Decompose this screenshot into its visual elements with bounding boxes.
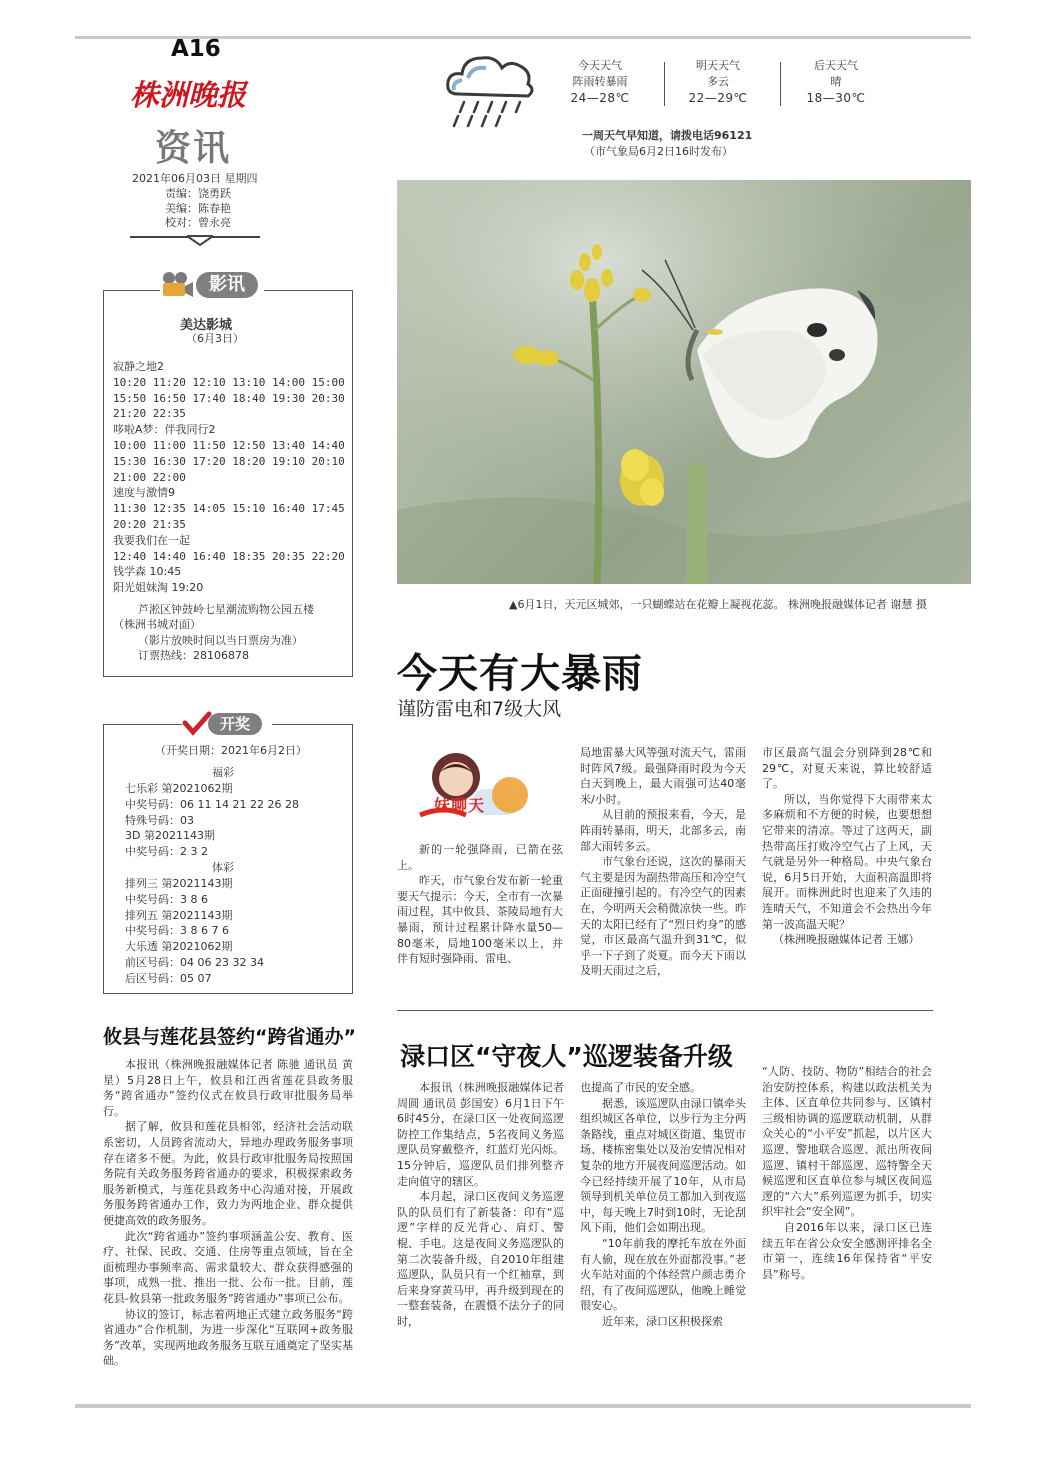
lukou-c2-p4: 近年来，渌口区积极探索	[602, 1314, 723, 1328]
lukou-c1-p2: 本月起，渌口区夜间义务巡逻队的队员们有了新装备：印有“巡逻”字样的反光背心、肩灯、警棍、手电。这是夜间义务巡逻队的第二次装备升级，自2010年组建巡逻队，队员只有一个红袖章，到后来身穿黄马甲，再升级到现在的一整套装备，在震慑不法分子的同时，	[397, 1190, 564, 1328]
weather-today-label: 今天天气	[578, 59, 622, 72]
design-credit: 美编：陈春艳	[165, 202, 231, 215]
main-col3-byline: （株洲晚报融媒体记者 王娜）	[773, 933, 920, 947]
lukou-c2-p3: “10年前我的摩托车放在外面有人偷，现在放在外面都没事。”老火车站对面的个体经营户颜志勇介绍，有了夜间巡逻队，他晚上睡觉很安心。	[580, 1236, 746, 1313]
weather-day-after-label: 后天天气	[814, 59, 858, 72]
schedule-line: 10:20 11:20 12:10 13:10 14:00 15:00	[113, 375, 345, 389]
main-col3-p2: 所以，当你觉得下大雨带来太多麻烦和不方便的时候，也要想想它带来的清凉。等过了这两天，副热带高压打败冷空气占了上风，天气就是另外一种格局。中央气象台说，6月5日开始，大面积高温即将展开。而株洲此时也迎来了久违的连晴天气，不知道会不会热出今年第一波高温天呢？	[762, 792, 932, 931]
schedule-line: 12:40 14:40 16:40 18:35 20:35 22:20	[113, 549, 345, 563]
main-col3-p1: 市区最高气温会分别降到28℃和29℃，对夏天来说，算比较舒适了。	[762, 746, 932, 791]
cinema-date: （6月3日）	[186, 332, 244, 345]
story-divider	[397, 1010, 933, 1011]
weather-sep-2	[780, 62, 781, 106]
youxian-p4: 协议的签订，标志着两地正式建立政务服务“跨省通办”合作机制，为进一步深化“互联网+政务服务”改革，实现两地政务服务互联互通奠定了坚实基础。	[103, 1307, 353, 1368]
main-col2-p1: 局地雷暴大风等强对流天气，雷雨时阵风7级。最强降雨时段为今天白天到晚上，最大雨强可达40毫米/小时。	[580, 746, 746, 806]
header-divider-notch	[187, 234, 213, 246]
section-title: 资讯	[155, 127, 232, 169]
lottery-group-welfare: 福彩	[212, 766, 234, 779]
lottery-line: 中奖号码：2 3 2	[125, 845, 208, 859]
lottery-line: 中奖号码：06 11 14 21 22 26 28	[125, 797, 299, 811]
columnist-avatar	[414, 745, 544, 831]
lottery-line: 特殊号码：03	[125, 813, 194, 827]
weather-today-range: 24—28℃	[570, 91, 630, 105]
lottery-line: 前区号码：04 06 23 32 34	[125, 955, 264, 969]
weather-hotline: 一周天气早知道，请拨电话96121	[582, 129, 753, 142]
svg-text:株洲晚报: 株洲晚报	[130, 78, 247, 112]
date-line: 2021年06月03日 星期四	[132, 172, 258, 185]
lottery-line: 3D 第2021143期	[125, 829, 215, 843]
lottery-line: 大乐透 第2021062期	[125, 940, 233, 954]
lukou-headline: 渌口区“守夜人”巡逻装备升级	[400, 1042, 733, 1071]
weather-source: （市气象局6月2日16时发布）	[584, 145, 733, 158]
schedule-line: 21:00 22:00	[113, 470, 186, 484]
schedule-line: 15:50 16:50 17:40 18:40 19:30 20:30	[113, 391, 345, 405]
cinema-hotline: 订票热线：28106878	[138, 649, 249, 662]
cinema-badge-label: 影讯	[196, 272, 258, 298]
weather-tomorrow-desc: 多云	[707, 75, 729, 88]
schedule-line: 10:00 11:00 11:50 12:50 13:40 14:40	[113, 438, 345, 452]
butterfly-photo	[397, 180, 971, 584]
schedule-line: 钱学森 10:45	[113, 565, 182, 579]
lottery-line: 排列三 第2021143期	[125, 877, 233, 890]
main-col2-p3: 市气象台还说，这次的暴雨天气主要是因为副热带高压和冷空气正面碰撞引起的。有冷空气的因素在，今明两天会稍微凉快一些。昨天的太阳已经有了“烈日灼身”的感觉，市区最高气温升到31℃，似乎一下子到了炎夏。而今天下雨以及明天雨过之后，	[580, 855, 746, 978]
main-col2-p2: 从目前的预报来看，今天，是阵雨转暴雨，明天，北部多云，南部大雨转多云。	[580, 808, 746, 853]
main-col-3	[762, 745, 932, 948]
schedule-line: 阳光姐妹淘 19:20	[113, 581, 204, 595]
column-logo-label: 妹聊天	[434, 796, 486, 815]
main-col-1	[397, 842, 563, 967]
schedule-line: 15:30 16:30 17:20 18:20 19:10 20:10	[113, 454, 345, 468]
lottery-badge	[182, 710, 272, 738]
main-subhead: 谨防雷电和7级大风	[397, 698, 562, 720]
lottery-badge-label: 开奖	[208, 713, 262, 735]
main-col-2	[580, 745, 746, 979]
proofread-credit: 校对：曾永亮	[165, 216, 231, 229]
weather-day-after	[796, 58, 876, 106]
schedule-line: 速度与激情9	[113, 486, 175, 500]
photo-caption: ▲6月1日，天元区城郊，一只蝴蝶站在花瓣上凝视花蕊。 株洲晚报融媒体记者 谢慧 摄	[509, 598, 927, 611]
schedule-line: 哆啦A梦：伴我同行2	[113, 423, 216, 437]
lottery-group-sports: 体彩	[212, 861, 234, 874]
main-col1-intro: 新的一轮强降雨，已箭在弦上。	[397, 843, 563, 872]
schedule-line: 寂静之地2	[113, 360, 164, 373]
weather-tomorrow	[678, 58, 758, 106]
lottery-sports-list	[125, 876, 264, 987]
weather-day-after-desc: 晴	[830, 75, 842, 88]
schedule-line: 20:20 21:35	[113, 517, 186, 531]
youxian-p1: 本报讯（株洲晚报融媒体记者 陈驰 通讯员 黄星）5月28日上午，攸县和江西省莲花县政务服务“跨省通办”签约仪式在攸县行政审批服务局举行。	[103, 1058, 353, 1118]
film-camera-icon	[160, 270, 194, 300]
page-number: A16	[171, 36, 221, 62]
cinema-schedule	[113, 359, 345, 596]
schedule-line: 21:20 22:35	[113, 407, 186, 421]
cinema-address-2: （株洲书城对面）	[113, 618, 201, 631]
rain-cloud-icon	[440, 50, 540, 130]
lukou-col-1	[397, 1080, 564, 1330]
lukou-col-2	[580, 1080, 746, 1330]
butterfly-photo-art	[397, 180, 971, 584]
main-col1-body: 昨天，市气象台发布新一轮重要天气提示：今天，全市有一次暴雨过程，其中攸县、茶陵局地有大暴雨，预计过程累计降水量50—80毫米，局地100毫米以上，并伴有短时强降雨、雷电、	[397, 874, 563, 966]
lottery-date: （开奖日期：2021年6月2日）	[155, 744, 307, 757]
bottom-rule	[75, 1404, 971, 1408]
lottery-line: 中奖号码：3 8 6 7 6	[125, 924, 229, 938]
youxian-p2: 据了解，攸县和莲花县相邻，经济社会活动联系密切，人员跨省流动大，异地办理政务服务事项存在诸多不便。为此，攸县行政审批服务局按照国务院有关政务服务跨省通办的要求，积极探索政务服务新模式，与莲花县政务中心沟通对接，开展政务服务跨省通办工作，致力为两地企业、群众提供便捷高效的政务服务。	[103, 1120, 353, 1227]
youxian-body	[103, 1057, 353, 1369]
cinema-name: 美达影城	[180, 318, 233, 333]
weather-today	[560, 58, 640, 106]
masthead	[128, 76, 260, 112]
lottery-line: 排列五 第2021143期	[125, 908, 233, 922]
youxian-p3: 此次“跨省通办”签约事项涵盖公安、教育、医疗、社保、民政、交通、住房等重点领域，旨在全面梳理办事频率高、需求量较大、群众获得感强的事项，成熟一批、推出一批、公布一批。目前，莲花县-攸县第一批政务服务”跨省通办”事项已公布。	[103, 1229, 353, 1305]
weather-tomorrow-label: 明天天气	[696, 59, 740, 72]
lukou-c3-p2: 自2016年以来，渌口区已连续五年在省公众安全感测评排名全市第一，连续16年保持省“平安县”称号。	[762, 1220, 932, 1281]
lottery-line: 中奖号码：3 8 6	[125, 892, 208, 906]
main-headline: 今天有大暴雨	[397, 651, 643, 697]
column-logo	[414, 745, 544, 831]
lukou-c2-p1: 也提高了市民的安全感。	[580, 1081, 701, 1094]
cinema-address: 芦淞区钟鼓岭七星潮流购物公园五楼	[138, 603, 314, 616]
lottery-line: 后区号码：05 07	[125, 971, 212, 985]
weather-day-after-range: 18—30℃	[806, 91, 866, 105]
schedule-line: 11:30 12:35 14:05 15:10 16:40 17:45	[113, 502, 345, 516]
lottery-line: 七乐彩 第2021062期	[125, 782, 233, 795]
cinema-note: （影片放映时间以当日票房为准）	[138, 634, 303, 647]
cinema-badge	[160, 270, 264, 300]
lukou-col-3	[762, 1064, 932, 1282]
lottery-welfare-list	[125, 781, 299, 860]
editor-credit: 责编：饶勇跃	[165, 187, 231, 200]
weather-sep-1	[664, 62, 665, 106]
lukou-c3-p1: “人防、技防、物防”相结合的社会治安防控体系，构建以政法机关为主体、区直单位共同参与、区镇村三级相协调的巡逻联动机制，从群众关心的“小平安”抓起，以片区大巡逻、警地联合巡逻、派出所夜间巡逻、镇村干部巡逻、巡特警全天候巡逻和区直单位参与城区夜间巡逻的“六大”系列巡逻为抓手，切实织牢社会“安全网”。	[762, 1065, 932, 1219]
lukou-c2-p2: 据悉，该巡逻队由渌口镇牵头组织城区各单位，以步行为主分两条路线，重点对城区街道、集贸市场、楼栋密集处以及治安情况相对复杂的地方开展夜间巡逻活动。如今已经持续开展了10年，从市局领导到机关单位员工都加入到夜巡中，每天晚上7时到10时，无论刮风下雨，他们会如期出现。	[580, 1096, 746, 1235]
weather-today-desc: 阵雨转暴雨	[572, 75, 628, 88]
schedule-line: 我要我们在一起	[113, 533, 190, 547]
youxian-headline: 攸县与莲花县签约“跨省通办”	[103, 1026, 356, 1048]
masthead-logo	[128, 76, 260, 112]
lukou-c1-p1: 本报讯（株洲晚报融媒体记者 周圆 通讯员 彭国安）6月1日下午6时45分，在渌口区一处夜间巡逻防控工作集结点，5名夜间义务巡逻队员穿戴整齐，红蓝灯光闪烁。15分钟后，巡逻队员们排列整齐走向值守的辖区。	[397, 1081, 564, 1188]
weather-tomorrow-range: 22—29℃	[688, 91, 748, 105]
